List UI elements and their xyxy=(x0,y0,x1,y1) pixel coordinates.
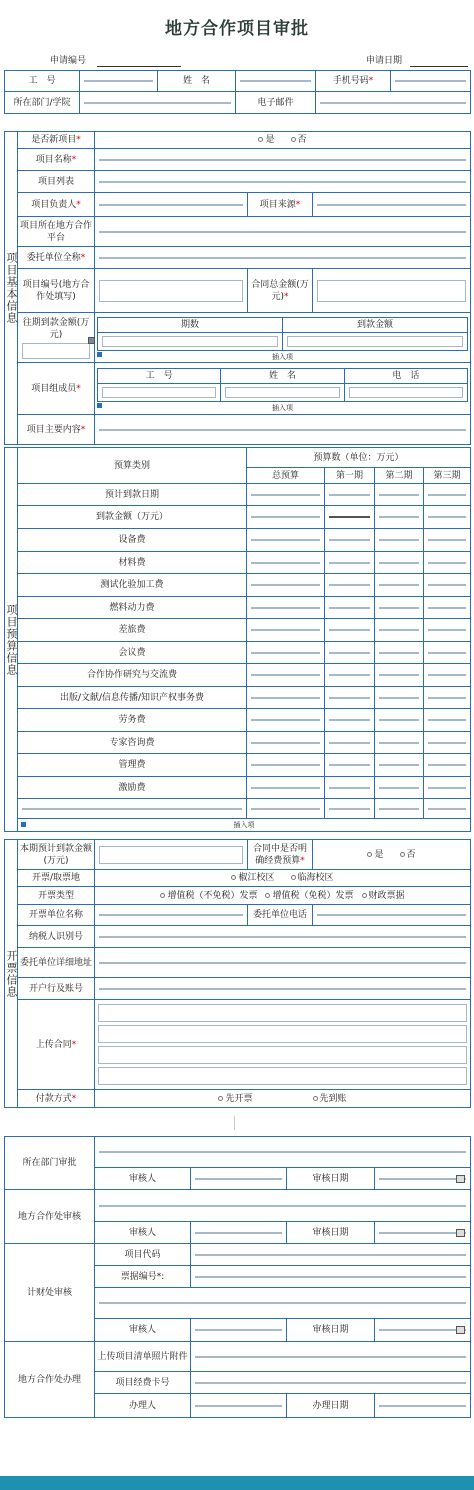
app-date-field[interactable] xyxy=(410,66,468,67)
applicant-table: 工 号 姓 名 手机号码* 所在部门/学院 电子邮件 xyxy=(4,70,471,114)
budget-input[interactable] xyxy=(251,808,320,810)
invoice-no-label: 票据编号*: xyxy=(95,1266,191,1288)
budget-row-label: 激励费 xyxy=(18,777,247,799)
budget-input[interactable] xyxy=(428,516,466,518)
reviewer-label: 审核人 xyxy=(95,1168,191,1190)
budget-table xyxy=(4,447,471,832)
budget-row-label: 差旅费 xyxy=(18,619,247,642)
member-no-input[interactable] xyxy=(102,387,216,398)
budget-input[interactable] xyxy=(428,742,466,744)
budget-input[interactable] xyxy=(251,516,320,518)
budget-input[interactable] xyxy=(251,494,320,496)
upload-label: 上传合同 xyxy=(35,1039,72,1050)
project-code-input2[interactable] xyxy=(195,1254,466,1256)
campus2-radio[interactable]: 临海校区 xyxy=(291,873,334,883)
handler-input[interactable] xyxy=(195,1405,282,1407)
clear-budget-yes-radio[interactable]: 是 xyxy=(367,850,383,860)
local-approval-label: 地方合作处审核 xyxy=(5,1190,95,1244)
budget-input[interactable] xyxy=(329,516,370,518)
budget-row-label: 到款金额（万元） xyxy=(18,506,247,529)
budget-input[interactable] xyxy=(379,652,419,654)
emp-no-input[interactable] xyxy=(84,80,153,82)
budget-input[interactable] xyxy=(379,516,419,518)
past-funds-insert-link[interactable]: 插入项 xyxy=(272,353,293,361)
budget-row-label: 专家咨询费 xyxy=(18,732,247,754)
budget-input[interactable] xyxy=(329,697,370,699)
page-title: 地方合作项目审批 xyxy=(165,19,309,39)
unit-phone-label: 委托单位电话 xyxy=(248,905,313,926)
invoice-table: 开票信息 本期预计到款金额(万元) 合同中是否明确经费预算* 是 否 开票/取票地 椒江校区 临海校区 开票类型 增值税（不免税）发票 增值税（免税）发票 财政票据 开票单位名称 委托单位电话 纳税人识别号 委托单位详细地址 开户行及账号 上传合同* 付款方式* 先开票 先到账 xyxy=(4,839,471,1108)
project-code-label: 项目编号(地方合作处填写) xyxy=(18,269,95,313)
budget-row-label: 测试化验加工费 xyxy=(18,574,247,597)
source-label: 项目来源 xyxy=(259,199,296,210)
past-funds-subtable xyxy=(97,317,468,351)
budget-input[interactable] xyxy=(379,674,419,676)
budget-input[interactable] xyxy=(329,652,370,654)
budget-input[interactable] xyxy=(428,652,466,654)
budget-input[interactable] xyxy=(428,697,466,699)
handle-date-input[interactable] xyxy=(379,1405,466,1407)
budget-row-label: 燃料动力费 xyxy=(18,597,247,619)
platform-input[interactable] xyxy=(99,231,466,233)
member-name-header: 姓 名 xyxy=(221,369,344,384)
project-list-label: 项目列表 xyxy=(18,171,95,193)
source-input[interactable] xyxy=(317,204,466,206)
budget-input[interactable] xyxy=(251,539,320,541)
budget-row-label: 劳务费 xyxy=(18,709,247,732)
app-date-label: 申请日期 xyxy=(366,56,403,66)
approval-table xyxy=(4,1136,471,1418)
budget-input[interactable] xyxy=(428,808,466,810)
review-date-input[interactable] xyxy=(379,1232,466,1234)
project-code-input[interactable] xyxy=(99,280,243,302)
budget-col-phase2: 第二期 xyxy=(375,468,424,484)
budget-input[interactable] xyxy=(329,742,370,744)
budget-input[interactable] xyxy=(379,629,419,631)
member-no-header: 工 号 xyxy=(98,369,221,384)
tax-id-input[interactable] xyxy=(99,936,466,938)
is-new-label: 是否新项目 xyxy=(31,135,77,145)
is-new-yes-radio[interactable]: 是 xyxy=(258,135,274,145)
budget-input[interactable] xyxy=(329,584,370,586)
budget-add-icon[interactable] xyxy=(21,822,26,827)
budget-input[interactable] xyxy=(251,764,320,766)
review-date-label: 审核日期 xyxy=(287,1222,375,1244)
budget-input[interactable] xyxy=(379,742,419,744)
tax-id-label: 纳税人识别号 xyxy=(18,926,95,948)
dept-label: 所在部门/学院 xyxy=(5,92,80,114)
mobile-input[interactable] xyxy=(395,80,466,82)
current-amount-input[interactable] xyxy=(99,846,243,864)
dept-opinion-input[interactable] xyxy=(99,1151,466,1153)
type1-radio[interactable]: 增值税（不免税）发票 xyxy=(160,891,257,901)
invoice-section-label: 开票信息 xyxy=(5,949,18,998)
mobile-label: 手机号码 xyxy=(332,76,369,86)
budget-input[interactable] xyxy=(428,674,466,676)
upload-slot[interactable] xyxy=(98,1004,467,1022)
arrival-col-header: 到款金额 xyxy=(283,318,468,333)
arrival-input[interactable] xyxy=(287,336,463,347)
card-label: 项目经费卡号 xyxy=(95,1372,191,1394)
app-no-label: 申请编号 xyxy=(50,56,87,66)
app-no-field[interactable] xyxy=(97,66,181,67)
budget-row-label: 合作协作研究与交流费 xyxy=(18,664,247,687)
budget-input[interactable] xyxy=(329,674,370,676)
footer-bar xyxy=(0,1476,474,1490)
campus1-radio[interactable]: 椒江校区 xyxy=(231,873,274,883)
client-input[interactable] xyxy=(99,257,466,259)
budget-section-label: 项目预算信息 xyxy=(5,603,18,676)
budget-input[interactable] xyxy=(251,674,320,676)
platform-label: 项目所在地方合作平台 xyxy=(18,217,95,247)
budget-row-label: 材料费 xyxy=(18,552,247,574)
budget-input[interactable] xyxy=(428,562,466,564)
address-label: 委托单位详细地址 xyxy=(18,948,95,978)
budget-input[interactable] xyxy=(428,764,466,766)
content-label: 项目主要内容 xyxy=(26,424,81,435)
budget-input[interactable] xyxy=(251,562,320,564)
leader-input[interactable] xyxy=(99,204,243,206)
budget-input[interactable] xyxy=(329,494,370,496)
bank-input[interactable] xyxy=(99,988,466,990)
client-label: 委托单位全称 xyxy=(26,252,81,263)
finance-approval-label: 计财处审核 xyxy=(5,1244,95,1342)
past-funds-delete-icon[interactable] xyxy=(88,337,95,344)
members-insert-link[interactable]: 插入项 xyxy=(272,404,293,412)
budget-category-header: 预算类别 xyxy=(18,448,247,484)
project-list-input[interactable] xyxy=(99,181,466,183)
leader-label: 项目负责人 xyxy=(31,199,77,210)
reviewer-input[interactable] xyxy=(195,1329,282,1331)
clear-budget-label: 合同中是否明确经费预算 xyxy=(252,843,307,866)
budget-input[interactable] xyxy=(251,787,320,789)
budget-input[interactable] xyxy=(379,562,419,564)
budget-input[interactable] xyxy=(329,562,370,564)
budget-input[interactable] xyxy=(428,719,466,721)
budget-custom-category-input[interactable] xyxy=(22,808,242,810)
reviewer-label: 审核人 xyxy=(95,1319,191,1342)
local-opinion-input[interactable] xyxy=(99,1205,466,1207)
arrive-first-radio[interactable]: 先到账 xyxy=(313,1094,347,1104)
budget-input[interactable] xyxy=(379,607,419,609)
finance-opinion-input[interactable] xyxy=(99,1302,466,1304)
total-amount-input[interactable] xyxy=(317,280,466,302)
email-input[interactable] xyxy=(320,102,466,104)
type2-radio[interactable]: 增值税（免税）发票 xyxy=(265,891,353,901)
upload-slot[interactable] xyxy=(98,1067,467,1085)
section-divider xyxy=(234,1116,235,1130)
budget-input[interactable] xyxy=(251,607,320,609)
unit-name-input[interactable] xyxy=(99,914,243,916)
card-input[interactable] xyxy=(195,1382,466,1384)
type3-radio[interactable]: 财政票据 xyxy=(362,891,405,901)
budget-input[interactable] xyxy=(251,742,320,744)
budget-input[interactable] xyxy=(379,787,419,789)
basic-section-label: 项目基本信息 xyxy=(5,252,18,324)
budget-input[interactable] xyxy=(251,652,320,654)
budget-amount-header: 预算数（单位：万元） xyxy=(247,448,471,468)
pay-first-radio[interactable]: 先开票 xyxy=(218,1094,252,1104)
unit-name-label: 开票单位名称 xyxy=(18,905,95,926)
project-code-label2: 项目代码 xyxy=(95,1244,191,1266)
budget-input[interactable] xyxy=(379,697,419,699)
budget-input[interactable] xyxy=(251,629,320,631)
handle-date-label: 办理日期 xyxy=(287,1394,375,1418)
attach-label: 上传项目清单照片附件 xyxy=(95,1342,191,1372)
members-subtable xyxy=(97,368,468,402)
budget-input[interactable] xyxy=(329,629,370,631)
budget-input[interactable] xyxy=(428,584,466,586)
project-name-input[interactable] xyxy=(99,159,466,161)
budget-row-label: 会议费 xyxy=(18,642,247,664)
content-input[interactable] xyxy=(99,429,466,431)
dept-approval-label: 所在部门审批 xyxy=(5,1137,95,1190)
past-funds-label: 往期到款金额(万元) xyxy=(22,317,90,340)
calendar-icon[interactable] xyxy=(456,1175,465,1183)
reviewer-input[interactable] xyxy=(195,1232,282,1234)
budget-input[interactable] xyxy=(251,584,320,586)
reviewer-input[interactable] xyxy=(195,1178,282,1180)
email-label: 电子邮件 xyxy=(236,92,316,114)
budget-row-label: 管理费 xyxy=(18,754,247,777)
budget-input[interactable] xyxy=(329,787,370,789)
budget-row-label: 设备费 xyxy=(18,529,247,552)
members-label: 项目组成员 xyxy=(31,383,77,394)
period-col-header: 期数 xyxy=(98,318,283,333)
budget-input[interactable] xyxy=(329,764,370,766)
attach-input[interactable] xyxy=(195,1356,466,1358)
invoice-type-label: 开票类型 xyxy=(18,887,95,905)
payment-label: 付款方式 xyxy=(35,1093,72,1104)
member-name-input[interactable] xyxy=(225,387,339,398)
budget-input[interactable] xyxy=(329,607,370,609)
budget-input[interactable] xyxy=(329,808,370,810)
is-new-no-radio[interactable]: 否 xyxy=(291,135,307,145)
budget-input[interactable] xyxy=(428,629,466,631)
budget-input[interactable] xyxy=(329,719,370,721)
budget-input[interactable] xyxy=(428,787,466,789)
upload-slot[interactable] xyxy=(98,1025,467,1043)
budget-col-phase3: 第三期 xyxy=(424,468,471,484)
emp-no-label: 工 号 xyxy=(5,71,80,92)
budget-row-label: 预计到款日期 xyxy=(18,484,247,506)
clear-budget-no-radio[interactable]: 否 xyxy=(400,850,416,860)
budget-row-label: 出版/文献/信息传播/知识产权事务费 xyxy=(18,687,247,709)
bank-label: 开户行及账号 xyxy=(18,978,95,1000)
budget-input[interactable] xyxy=(379,764,419,766)
review-date-label: 审核日期 xyxy=(287,1319,375,1342)
period-input[interactable] xyxy=(102,336,278,347)
project-name-label: 项目名称 xyxy=(35,154,72,165)
basic-info-table: 项目基本信息 是否新项目* 是 否 项目名称* 项目列表 项目负责人* 项目来源* 项目所在地方合作平台 委托单位全称* 项目编号(地方合作处填写) 合同总金额(万元)* 往期到款金额(万元) 期数 到款金额 插入项 项目组成员* 工 号 姓 名 电 话 插入项 项目主要内容* xyxy=(4,131,471,445)
total-amount-label: 合同总金额(万元) xyxy=(251,279,309,302)
budget-input[interactable] xyxy=(379,494,419,496)
member-phone-input[interactable] xyxy=(349,387,463,398)
calendar-icon[interactable] xyxy=(456,1229,465,1237)
budget-col-phase1: 第一期 xyxy=(325,468,375,484)
upload-slot[interactable] xyxy=(98,1046,467,1064)
budget-input[interactable] xyxy=(379,719,419,721)
calendar-icon[interactable] xyxy=(456,1326,465,1334)
handle-label: 地方合作处办理 xyxy=(5,1342,95,1418)
review-date-label: 审核日期 xyxy=(287,1168,375,1190)
location-label: 开票/取票地 xyxy=(18,870,95,887)
budget-input[interactable] xyxy=(428,607,466,609)
invoice-no-input[interactable] xyxy=(195,1276,466,1278)
name-label: 姓 名 xyxy=(158,71,236,92)
dept-input[interactable] xyxy=(84,102,231,104)
budget-insert-link[interactable]: 插入项 xyxy=(233,821,255,829)
budget-input[interactable] xyxy=(379,539,419,541)
budget-input[interactable] xyxy=(329,539,370,541)
member-phone-header: 电 话 xyxy=(344,369,467,384)
review-date-input[interactable] xyxy=(379,1329,466,1331)
past-funds-input[interactable] xyxy=(22,343,90,359)
budget-input[interactable] xyxy=(251,719,320,721)
budget-col-total: 总预算 xyxy=(247,468,325,484)
name-input[interactable] xyxy=(240,80,311,82)
address-input[interactable] xyxy=(99,962,466,964)
budget-input[interactable] xyxy=(428,494,466,496)
handler-label: 办理人 xyxy=(95,1394,191,1418)
reviewer-label: 审核人 xyxy=(95,1222,191,1244)
current-amount-label: 本期预计到款金额(万元) xyxy=(18,840,95,870)
budget-input[interactable] xyxy=(379,584,419,586)
unit-phone-input[interactable] xyxy=(317,914,466,916)
budget-input[interactable] xyxy=(428,539,466,541)
budget-input[interactable] xyxy=(379,808,419,810)
budget-input[interactable] xyxy=(251,697,320,699)
review-date-input[interactable] xyxy=(379,1178,466,1180)
